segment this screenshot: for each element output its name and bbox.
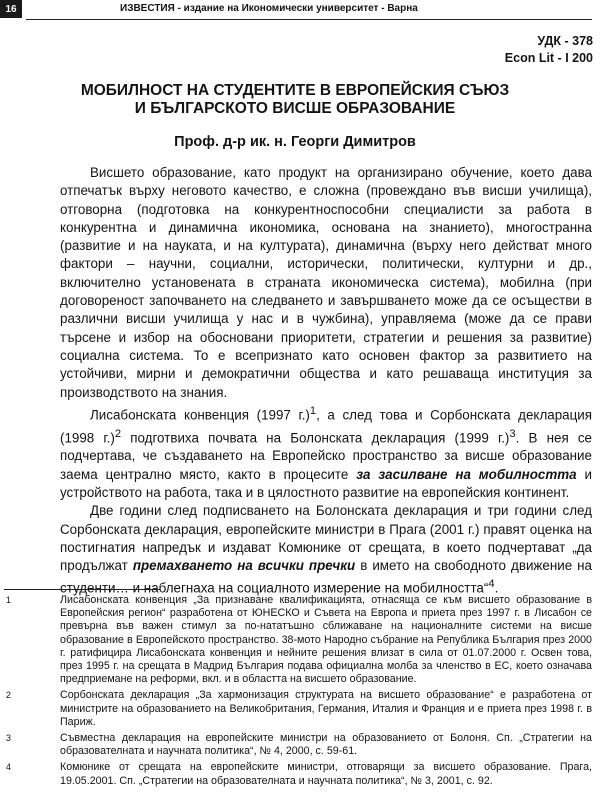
footnote-number: 3 bbox=[6, 733, 12, 744]
udk-code: УДК - 378 bbox=[537, 34, 593, 48]
paragraph-2 bbox=[60, 402, 592, 502]
title-line-2: И БЪЛГАРСКОТО ВИСШЕ ОБРАЗОВАНИЕ bbox=[134, 100, 456, 117]
footnote-rule bbox=[4, 589, 160, 590]
footnote-ref-3: 3 bbox=[509, 427, 516, 440]
footnote-text: Съвместна декларация на европейските министри на образованието от Болоня. Сп. „Стратегии на образователната и научната политика“, № 4, 2000, с. 59-61. bbox=[60, 732, 592, 758]
footnote-text: Лисабонската конвенция „За признаване квалификацията, отнасяща се към висшето образование в Европейския регион“ разработена от ЮНЕСКО и Съвета на Европа и приета през 1997 г. в Лисабон се превърна във важен стимул за по-нататъшно сближаване на националните системи на висше образование в Европейското пространство. 38-мото Народно събрание на Република България през 2000 г. ратифицира Лисабонската конвенция и нейните решения влизат в сила от 01.07.2000 г. Освен това, през 1995 г. на срещата в Мадрид България подава официална молба за членство в ЕС, което означава предприемане на реформи, вкл. и в областта на висшето образование. bbox=[60, 594, 592, 686]
footnote-number: 1 bbox=[6, 595, 12, 605]
paragraph-2-text: подготвиха почвата на Болонската декларация (1999 г.) bbox=[121, 430, 510, 446]
paragraph-3-text: в името на свободното движение на студенти… и наблегнаха на социалното измерение на мобилността“ bbox=[60, 558, 592, 596]
paragraph-2-text: , а след това и Сорбонската декларация (1998 г.) bbox=[60, 407, 592, 446]
article-title bbox=[60, 82, 530, 118]
author: Проф. д-р ик. н. Георги Димитров bbox=[174, 134, 416, 150]
paragraph-2-text: Лисабонската конвенция (1997 г.) bbox=[90, 407, 310, 423]
paragraph-2-text: и устройството на работа, така и в цялостното развитие на европейския континент. bbox=[60, 466, 593, 500]
footnote-ref-1: 1 bbox=[309, 404, 317, 417]
paragraph-2-text: . В нея се подчертава, че създаването на Европейско пространство за висше образование заема централно място, както в процесите bbox=[60, 430, 593, 482]
article-body bbox=[60, 164, 592, 598]
classification-codes bbox=[433, 33, 593, 67]
footnote-ref-2: 2 bbox=[114, 427, 122, 440]
footnote-item bbox=[6, 689, 592, 729]
page-number: 16 bbox=[0, 0, 22, 18]
footnote-item bbox=[6, 594, 592, 686]
emphasis-mobility: за засилване на мобилността bbox=[356, 466, 577, 482]
title-line-1: МОБИЛНОСТ НА СТУДЕНТИТЕ В ЕВРОПЕЙСКИЯ СЪЮЗ bbox=[80, 82, 510, 99]
econlit-code: Econ Lit - I 200 bbox=[504, 51, 593, 65]
paragraph-3 bbox=[60, 502, 592, 598]
footnotes bbox=[6, 594, 592, 791]
header-rule bbox=[26, 19, 592, 20]
footnote-item bbox=[6, 761, 592, 787]
paragraph-3-text: . bbox=[494, 580, 499, 596]
footnote-ref-4: 4 bbox=[488, 578, 495, 591]
paragraph-1: Висшето образование, като продукт на организирано обучение, което дава отпечатък върху неговото качество, е сложна (провеждано във висши училища), отговорна (подготовка на конкурентноспособни специалисти за работа в конкурентна и динамична икономика, основана на знанието), многостранна (развитие и на науката, и на културата), динамична (върху него действат много фактори – научни, социални, исторически, политически, културни и др., включително установената в страната икономическа система), мобилна (при договореност започването на следването и завършването може да се осъществи в различни висши училища у нас и в чужбина), управляема (може да се прави търсене и избор на обосновани приоритети, стратегии и решения за развитие) социална система. То е всепризнато като основен фактор за развитието на устойчиви, мирни и демократични общества и като решаваща институция за производството на знания. bbox=[60, 165, 592, 400]
footnote-item bbox=[6, 732, 592, 758]
emphasis-barriers: премахването на всички пречки bbox=[132, 558, 356, 574]
paragraph-3-text: Две години след подписването на Болонската декларация и три години след Сорбонската декларация, европейските министри в Прага (2001 г.) правят оценка на постигнатия напредък и издават Комюнике от срещата, в което подчертават „да продължат bbox=[60, 503, 592, 574]
running-header: ИЗВЕСТИЯ - издание на Икономически университет - Варна bbox=[120, 3, 418, 14]
footnote-number: 2 bbox=[6, 690, 12, 701]
footnote-text: Комюнике от срещата на европейските министри, отговарящи за висшето образование. Прага, 19.05.2001. Сп. „Стратегии на образователната и научната политика“, № 3, 2001, с. 92. bbox=[60, 761, 592, 787]
footnote-text: Сорбонската декларация „За хармонизация структурата на висшето образование“ е разработена от министрите на образованието на Великобритания, Германия, Италия и Франция и е приета през 1998 г. в Париж. bbox=[60, 689, 592, 728]
footnote-number: 4 bbox=[6, 762, 12, 773]
